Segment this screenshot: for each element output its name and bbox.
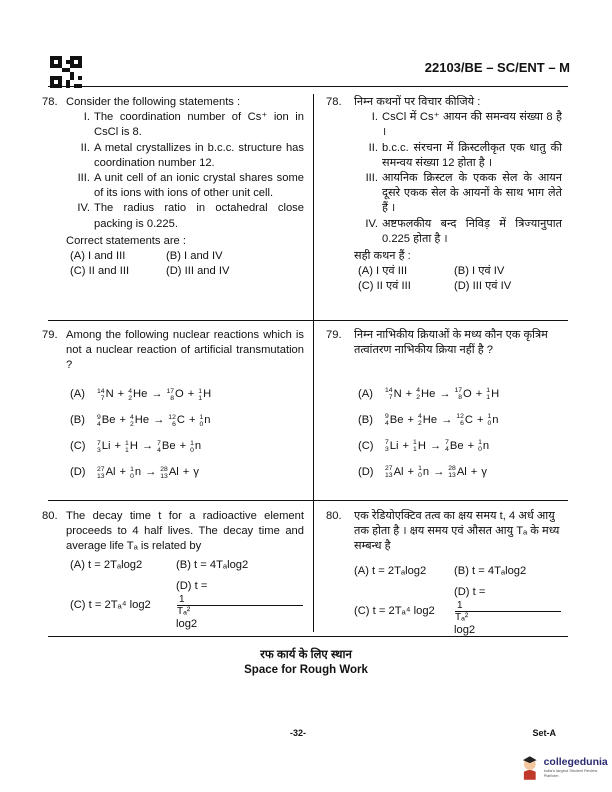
mass-atomic-numbers [198,388,202,402]
statement-numeral: IV. [77,202,90,215]
statement-text: CsCl में Cs⁺ आयन की समन्वय संख्या 8 है । [382,111,562,139]
question-number: 79. [42,329,58,341]
mass-atomic-numbers [385,439,389,453]
mass-number: 1 [125,439,129,447]
option-a: (A) t = 2Tₐlog2 [354,564,427,577]
q78-english [42,95,304,279]
symbol: n [422,465,430,478]
plus: + [405,387,413,400]
nuclide [157,439,175,454]
nuclide [454,387,471,402]
nuclide [488,413,499,428]
nuclide [385,439,399,454]
atomic-number: 2 [416,394,420,402]
statement [66,110,304,140]
mass-atomic-numbers [190,440,194,454]
option: (D) III एवं IV [454,280,512,293]
mass-number: 4 [416,387,420,395]
plus: + [407,413,415,426]
symbol: H [203,388,212,400]
statement-numeral: I. [371,111,378,124]
mass-atomic-numbers [160,466,168,480]
plus: + [119,414,127,426]
bottom-rule [48,636,568,637]
statement-text: The coordination number of Cs⁺ ion in CsCl is 8. [94,111,304,139]
atomic-number: 6 [172,420,176,428]
symbol: γ [193,466,199,478]
statement-numeral: III. [77,172,90,185]
question-stem: Consider the following statements : [66,96,241,108]
question-stem: Among the following nuclear reactions which is not a nuclear reaction of artificial transmutation ? [66,329,304,372]
collegedunia-logo: collegedunia India's largest Student Review Platform [518,754,612,780]
reaction-option [66,408,304,434]
atomic-number: 1 [413,446,417,454]
option-c: (C) t = 2Tₐ⁴ log2 [70,598,151,611]
top-rule [48,86,568,87]
reaction-option [354,433,562,459]
qr-code [50,56,82,88]
symbol: n [482,439,490,452]
mass-atomic-numbers [125,440,129,454]
question-number: 80. [326,510,342,522]
q79-english [42,328,304,486]
nuclide [385,387,402,402]
reaction-option [66,434,304,460]
atomic-number: 1 [486,394,491,402]
mass-atomic-numbers [128,388,132,402]
question-number: 78. [326,96,342,108]
option-c: (C) t = 2Tₐ⁴ log2 [354,604,435,617]
statement-numeral: III. [365,172,378,185]
symbol: He [420,387,436,400]
atomic-number: 4 [157,446,161,454]
plus: + [117,388,125,400]
option: (C) II एवं III [358,280,411,293]
option-b: (B) t = 4Tₐlog2 [176,558,249,571]
nuclide [486,387,499,402]
symbol: He [422,413,438,426]
reaction-option [354,459,562,485]
mass-atomic-numbers [130,414,134,428]
mass-atomic-numbers [488,413,492,427]
symbol: Al [456,465,467,478]
nuclide [97,465,116,480]
atomic-number: 3 [385,446,389,454]
mass-atomic-numbers [413,439,417,453]
statement-numeral: IV. [365,217,378,230]
statement-text: अष्टफलकीय बन्द निविड़ में त्रिज्यानुपात 0.225 होता है । [382,217,562,245]
atomic-number: 0 [487,420,492,428]
mass-number: 27 [385,465,393,473]
option-d: (D) t = 1 Tₐ² log2 [454,585,562,638]
nuclide [97,387,114,402]
mass-number: 9 [385,413,389,421]
atomic-number: 0 [478,446,482,454]
atomic-number: 8 [458,394,463,402]
symbol: n [194,440,202,452]
mass-atomic-numbers [416,387,420,401]
atomic-number: 0 [130,472,134,480]
mass-atomic-numbers [97,414,101,428]
symbol: n [134,466,142,478]
nuclide [166,387,183,402]
mass-number: 1 [486,387,491,395]
statement-text: b.c.c. संरचना में क्रिस्टलीकृत एक धातु की समन्वय संख्या 12 होता है । [382,141,562,169]
symbol: Al [393,465,404,478]
q80-hindi [326,509,562,638]
mass-atomic-numbers [97,388,105,402]
option-label: (C) [70,440,86,452]
plus: + [187,388,195,400]
nuclide [478,439,489,454]
option-label: (A) [70,388,85,400]
plus: + [407,465,415,478]
plus: + [475,387,483,400]
symbol: Be [161,440,176,452]
nuclide [418,413,437,428]
atomic-number: 1 [125,446,129,454]
question-stem: निम्न नाभिकीय क्रियाओं के मध्य कौन एक कृत्रिम तत्वांतरण नाभिकीय क्रिया नहीं है ? [354,329,548,357]
paper-code: 22103/BE – SC/ENT – M [424,60,570,75]
symbol: He [134,414,150,426]
option: (C) II and III [70,265,130,278]
mass-atomic-numbers [445,439,449,453]
nuclide [481,465,487,480]
divider-78-79 [48,320,568,321]
arrow: → [145,466,157,478]
mass-atomic-numbers [418,413,422,427]
mass-atomic-numbers [385,387,393,401]
atomic-number: 7 [388,394,393,402]
atomic-number: 13 [385,472,393,480]
statement [354,110,562,140]
mass-atomic-numbers [97,440,101,454]
nuclide [97,413,115,428]
atomic-number: 8 [170,394,175,402]
atomic-number: 0 [199,420,204,428]
mass-number: 28 [448,465,456,473]
atomic-number: 13 [97,472,105,480]
arrow: → [151,388,163,400]
nuclide [445,439,463,454]
q80-english [42,509,304,632]
atomic-number: 2 [130,420,134,428]
option: (A) I and III [70,250,126,263]
mass-number: 7 [97,439,101,447]
option-d: (D) t = 1 Tₐ² log2 [176,579,304,632]
nuclide [130,465,141,480]
rough-work-hindi: रफ कार्य के लिए स्थान [260,649,352,661]
atomic-number: 4 [445,446,449,454]
statement-numeral: II. [368,141,378,154]
symbol: Al [168,466,179,478]
column-divider [313,94,314,632]
atomic-number: 13 [160,472,168,480]
plus: + [182,466,190,478]
symbol: Be [101,414,116,426]
plus: + [188,414,196,426]
nuclide [168,413,185,428]
mass-atomic-numbers [97,466,105,480]
arrow: → [433,465,445,478]
nuclide [193,465,199,480]
nuclide [97,439,111,454]
plus: + [179,440,187,452]
reaction-option [354,381,562,407]
symbol: Be [449,439,464,452]
plus: + [467,439,475,452]
statement [66,171,304,201]
mass-atomic-numbers [418,465,422,479]
statement-text: The radius ratio in octahedral close packing is 0.225. [94,202,304,230]
symbol: H [129,440,138,452]
option-label: (B) [358,413,373,426]
statement-text: आयनिक क्रिस्टल के एकक सेल के आयन दूसरे एकक सेल के आयनों के साथ भाग लेते हैं । [382,172,562,215]
student-mascot-icon [518,754,542,780]
nuclide [198,387,211,402]
mass-number: 4 [128,387,132,395]
mass-number: 1 [478,439,482,447]
mass-atomic-numbers [486,387,490,401]
mass-atomic-numbers [157,440,161,454]
mass-number: 1 [198,387,203,395]
atomic-number: 4 [97,420,101,428]
nuclide [456,413,473,428]
atomic-number: 0 [190,446,194,454]
plus: + [402,439,410,452]
symbol: C [464,413,473,426]
option-label: (B) [70,414,85,426]
nuclide [130,413,149,428]
statement-text: A unit cell of an ionic crystal shares some of its ions with ions of other unit cell. [94,172,304,200]
question-stem: The decay time t for a radioactive element proceeds to 4 half lives. The decay time and average life Tₐ is related by [66,510,304,553]
mass-atomic-numbers [478,439,482,453]
nuclide [418,465,429,480]
arrow: → [441,413,453,426]
question-number: 80. [42,510,58,522]
correct-statements-label: सही कथन हैं : [354,250,411,263]
option-label: (C) [358,439,374,452]
statement-text: A metal crystallizes in b.c.c. structure has coordination number 12. [94,141,304,169]
atomic-number: 2 [418,420,422,428]
arrow: → [429,439,442,452]
symbol: H [491,387,500,400]
mass-atomic-numbers [456,413,464,427]
mass-number: 14 [385,387,393,395]
option: (D) III and IV [166,265,230,278]
statement [66,141,304,171]
page-number: -32- [290,728,307,738]
symbol: O [463,387,472,400]
statement-numeral: I. [83,111,90,124]
statement [354,171,562,217]
reaction-option [66,460,304,486]
atomic-number: 6 [460,420,464,428]
symbol: Li [389,439,399,452]
atomic-number: 2 [128,394,132,402]
nuclide [413,439,426,454]
atomic-number: 3 [97,446,101,454]
atomic-number: 7 [100,394,105,402]
option: (A) I एवं III [358,265,408,278]
mass-number: 1 [130,465,134,473]
nuclide [125,439,138,454]
mass-number: 12 [168,413,176,421]
mass-atomic-numbers [448,465,456,479]
mass-number: 1 [418,465,422,473]
atomic-number: 13 [448,472,456,480]
mass-number: 1 [190,439,194,447]
mass-number: 17 [166,387,175,395]
symbol: Li [101,440,111,452]
atomic-number: 1 [198,394,203,402]
reaction-option [354,407,562,433]
symbol: N [393,387,402,400]
mass-atomic-numbers [168,414,176,428]
correct-statements-label: Correct statements are : [66,234,186,247]
mass-number: 1 [413,439,417,447]
arrow: → [439,387,451,400]
nuclide [416,387,435,402]
option: (B) I एवं IV [454,265,505,278]
option: (B) I and IV [166,250,223,263]
symbol: He [132,388,148,400]
mass-atomic-numbers [166,388,174,402]
mass-number: 7 [445,439,449,447]
symbol: Al [105,466,116,478]
rough-work-english: Space for Rough Work [244,664,368,676]
option-label: (D) [358,465,374,478]
nuclide [448,465,467,480]
mass-atomic-numbers [454,387,462,401]
mass-number: 1 [487,413,492,421]
divider-79-80 [48,500,568,501]
mass-atomic-numbers [200,414,204,428]
symbol: N [105,388,114,400]
q78-hindi [326,95,562,295]
option-label: (A) [358,387,373,400]
option-b: (B) t = 4Tₐlog2 [454,564,527,577]
mass-number: 4 [130,413,134,421]
arrow: → [141,440,154,452]
atomic-number: 0 [418,472,422,480]
mass-number: 17 [454,387,463,395]
symbol: n [492,413,499,426]
mass-number: 1 [199,413,204,421]
nuclide [190,439,201,454]
option-label: (D) [70,466,86,478]
mass-number: 9 [97,413,101,421]
plus: + [476,413,484,426]
reaction-option [66,382,304,408]
mass-number: 7 [385,439,389,447]
statement [354,217,562,247]
arrow: → [153,414,165,426]
symbol: Be [389,413,404,426]
mass-number: 12 [456,413,464,421]
nuclide [200,413,211,428]
plus: + [119,466,127,478]
option-a: (A) t = 2Tₐlog2 [70,558,143,571]
plus: + [470,465,478,478]
question-stem: एक रेडियोएक्टिव तत्व का क्षय समय t, 4 अर्ध आयु तक होता है । क्षय समय एवं औसत आयु Tₐ के मध्य सम्बन्ध है [354,510,560,553]
statement [354,141,562,171]
symbol: O [175,388,184,400]
question-number: 79. [326,329,342,341]
statement [66,201,304,231]
symbol: H [417,439,426,452]
mass-atomic-numbers [385,465,393,479]
set-label: Set-A [532,728,556,738]
question-number: 78. [42,96,58,108]
symbol: γ [481,465,487,478]
mass-number: 28 [160,465,168,473]
nuclide [160,465,179,480]
mass-number: 27 [97,465,105,473]
mass-atomic-numbers [385,413,389,427]
mass-number: 14 [97,387,105,395]
mass-atomic-numbers [130,466,134,480]
plus: + [114,440,122,452]
nuclide [385,413,403,428]
q79-hindi [326,328,562,485]
statement-numeral: II. [80,141,90,154]
mass-number: 4 [418,413,422,421]
symbol: C [176,414,185,426]
nuclide [385,465,404,480]
mass-number: 7 [157,439,161,447]
atomic-number: 4 [385,420,389,428]
nuclide [128,387,147,402]
question-stem: निम्न कथनों पर विचार कीजिये : [354,96,481,108]
symbol: n [204,414,211,426]
